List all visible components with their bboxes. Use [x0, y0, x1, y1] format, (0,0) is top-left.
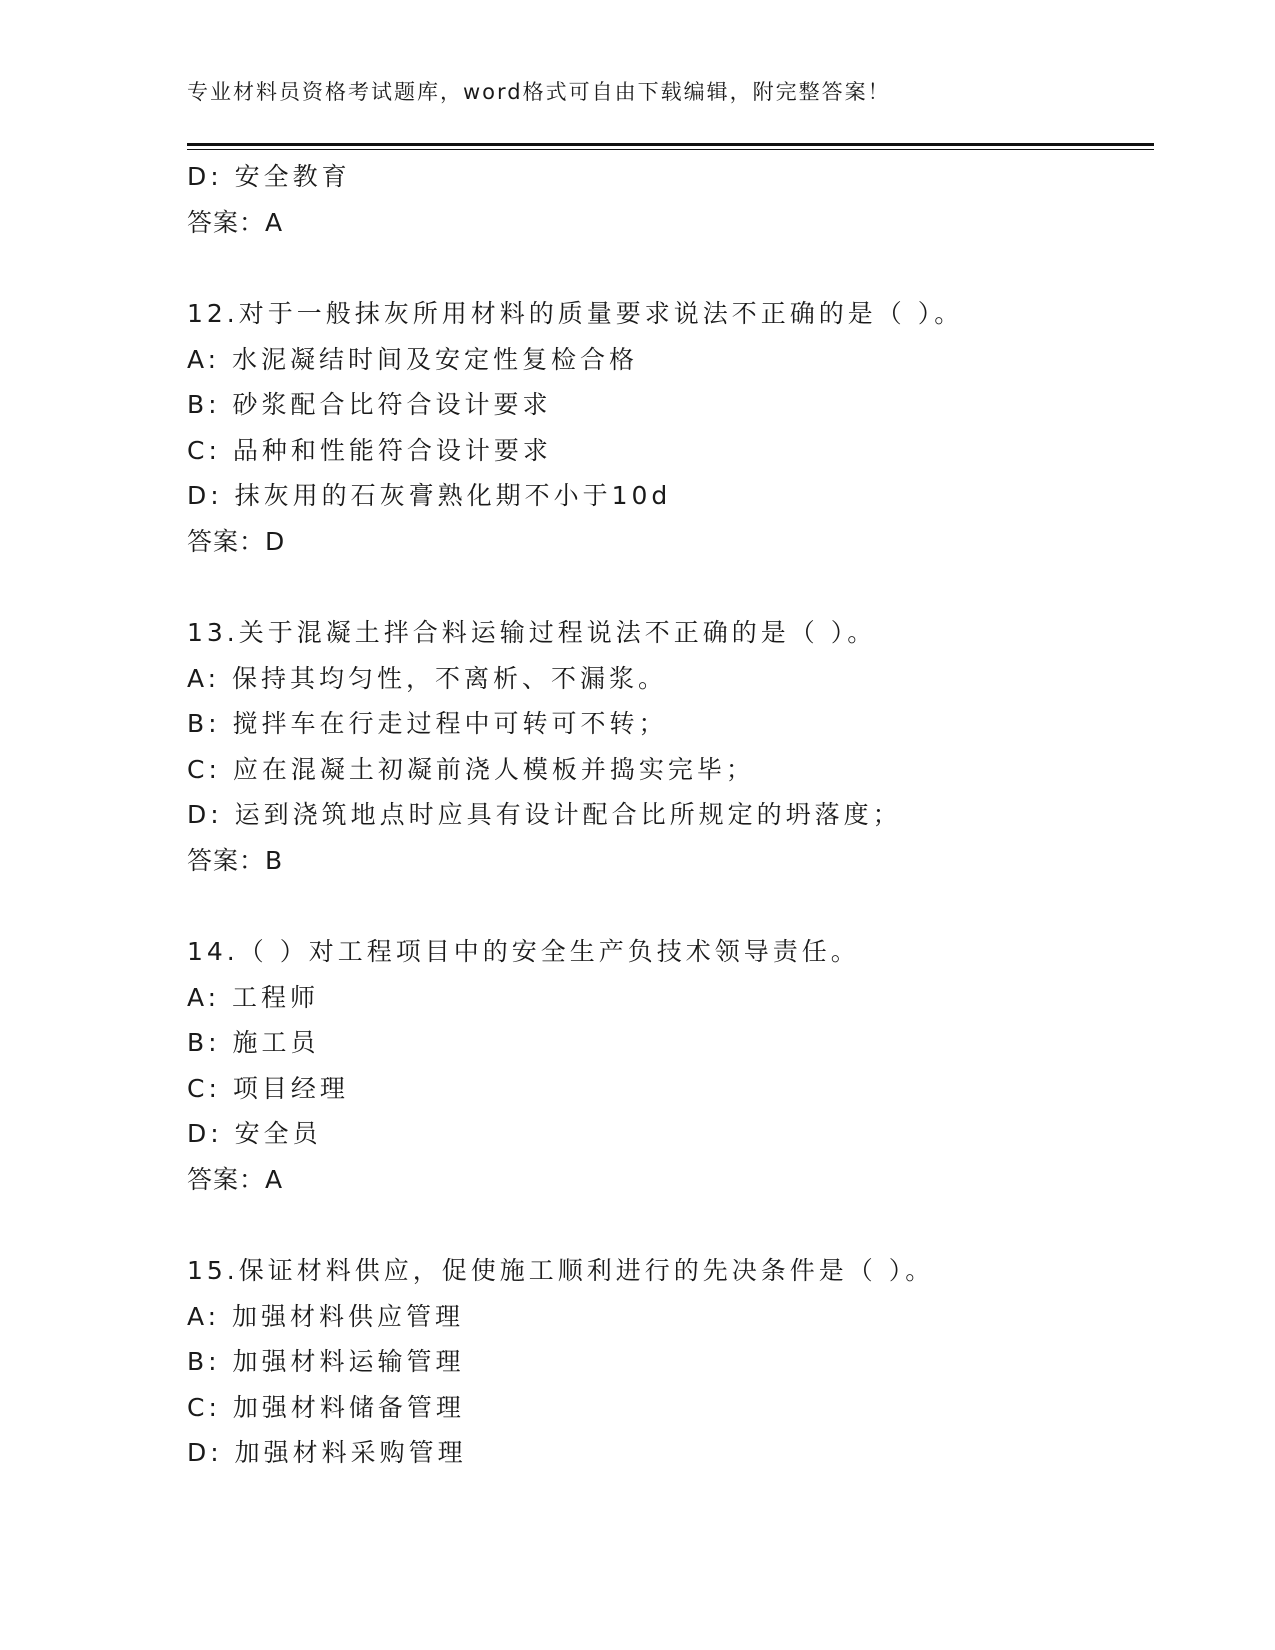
option-c: C: 品种和性能符合设计要求: [187, 435, 552, 465]
header-rule-thin: [187, 149, 1154, 150]
question-text: 14.（ ）对工程项目中的安全生产负技术领导责任。: [187, 937, 860, 966]
option-b: B: 搅拌车在行走过程中可转可不转；: [187, 709, 668, 738]
question-15: [187, 1248, 1154, 1476]
spacer: [187, 1202, 1154, 1248]
option-d: D: 运到浇筑地点时应具有设计配合比所规定的坍落度；: [187, 800, 902, 829]
page-header: 专业材料员资格考试题库，word格式可自由下载编辑，附完整答案！: [187, 80, 891, 104]
option-a: A: 保持其均匀性，不离析、不漏浆。: [187, 663, 668, 693]
option-d: D: 安全员: [187, 1119, 322, 1148]
option-b: B: 施工员: [187, 1028, 320, 1057]
question-13: [187, 610, 1154, 883]
question-fragment: [187, 154, 1154, 245]
option-c: C: 项目经理: [187, 1073, 349, 1103]
option-a: A: 加强材料供应管理: [187, 1301, 465, 1331]
option-a: A: 工程师: [187, 982, 320, 1012]
option-b: B: 砂浆配合比符合设计要求: [187, 390, 552, 419]
question-text: 12.对于一般抹灰所用材料的质量要求说法不正确的是（ ）。: [187, 299, 964, 328]
option-d: D: 抹灰用的石灰膏熟化期不小于10d: [187, 481, 672, 510]
answer: 答案：A: [187, 207, 284, 237]
option-a: A: 水泥凝结时间及安定性复检合格: [187, 344, 639, 374]
answer: 答案：B: [187, 845, 284, 875]
answer: 答案：D: [187, 526, 286, 556]
question-14: [187, 929, 1154, 1202]
question-text: 13.关于混凝土拌合料运输过程说法不正确的是（ ）。: [187, 618, 877, 647]
option-d: D: 安全教育: [187, 162, 351, 191]
spacer: [187, 883, 1154, 929]
option-c: C: 应在混凝土初凝前浇人模板并捣实完毕；: [187, 754, 755, 784]
question-12: [187, 291, 1154, 564]
spacer: [187, 245, 1154, 291]
document-body: [187, 154, 1154, 1476]
option-b: B: 加强材料运输管理: [187, 1347, 465, 1376]
option-d: D: 加强材料采购管理: [187, 1438, 467, 1467]
header-rule-thick: [187, 143, 1154, 146]
spacer: [187, 564, 1154, 610]
question-text: 15.保证材料供应，促使施工顺利进行的先决条件是（ ）。: [187, 1256, 935, 1285]
answer: 答案：A: [187, 1164, 284, 1194]
option-c: C: 加强材料储备管理: [187, 1392, 465, 1422]
